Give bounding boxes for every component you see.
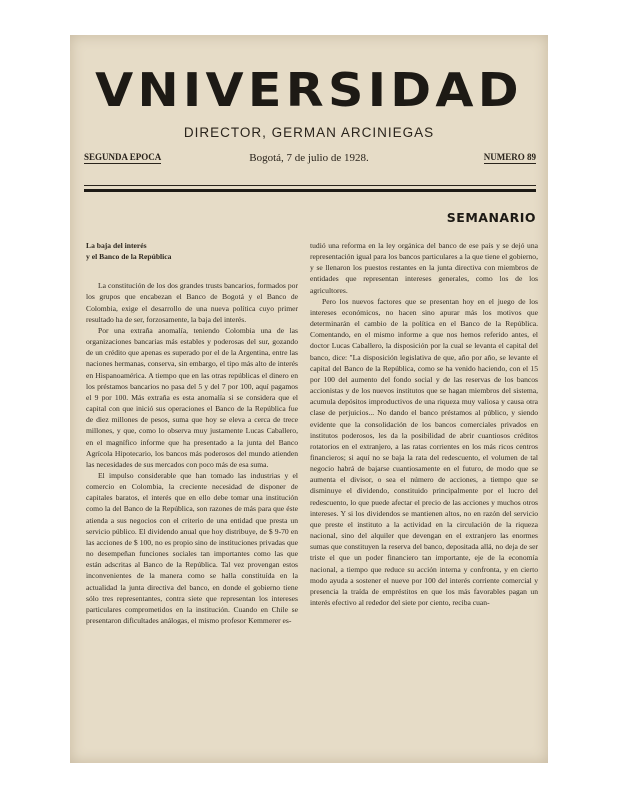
divider-thick	[84, 189, 536, 192]
divider-thin	[84, 185, 536, 186]
heading-gap	[86, 266, 298, 280]
article-column-right	[310, 240, 538, 608]
article-heading-line-2: y el Banco de la República	[86, 252, 172, 262]
dateline: Bogotá, 7 de julio de 1928.	[249, 152, 369, 164]
article-paragraph: tudió una reforma en la ley orgánica del banco de ese país y se dejó una representación igual para los bancos particulares a la que tiene el gobierno, y se llenaron los puestos restantes en la junta directiva con miembros de entidades que representan intereses generales, como los de los agricultores.	[310, 241, 538, 295]
article-paragraph: Por una extraña anomalía, teniendo Colombia una de las organizaciones bancarias más estables y poderosas del sur, gozando de un crédito que apenas es superado por el de la Argentina, entre las naciones hermanas, conserva, sin embargo, el tipo más alto de interés en Hispanoamérica. A tiempo que en las otras repúblicas el dinero en los préstamos bancarios no pasa del 5 y del 7 por 100, aquí pagamos el 9 por 100. Más extraña es esta anomalía si se considera que el capital con que inició sus operaciones el Banco de la República fue de diez millones de pesos, suma que hoy se eleva a cerca de trece millones, y que, como lo observa muy justamente Lucas Caballero, en el magnífico informe que ha presentado a la junta del Banco Agrícola Hipotecario, los bancos más poderosos del mundo atienden las necesidades de sus mercados con poco más de esa suma.	[86, 325, 298, 469]
article-paragraph: Pero los nuevos factores que se presentan hoy en el juego de los intereses económicos, no hacen sino apurar más los motivos que determinarán el cambio de la política en el Banco de la República. Comentando, en el mismo informe a que nos hemos referido antes, el doctor Lucas Caballero, la disposición por la cual se levanta el capital del banco, dice: "La disposición legislativa de que, año por año, se levante el capital del Banco de la República, como se ha venido haciendo, con el 15 por 100 del aumento del fondo social y de las reservas de los bancos accionistas y de los nuevos institutos que se hagan miembros del sistema, acumula depósitos improductivos de una riqueza muy valiosa y causa otra clase de perjuicios... No dando el banco préstamos al público, y siendo evidente que la consolidación de los bancos comerciales privados en institutos poderosos, les da la posibilidad de abrir cuantiosos créditos rotatorios en el extranjero, a las ratas corrientes en los más ricos centros financieros; si aquí no se baja la rata del redescuento, el volumen de tal negocio habrá de bajarse cuantiosamente en el futuro, de modo que se aumenta el divisor, o sea el número de acciones, a tiempo que se disminuye el dividendo, constituido principalmente por el lucro del redescuento, lo que puede afectar el precio de las acciones y muchos otros intereses. Y si los dividendos se mantienen altos, no en razón del servicio que preste el instituto a la actividad en la circulación de la riqueza nacional, sino del alquiler que devengan en el extranjero las enormes sumas que constituyen la reserva del banco, depositada allá, no deja de ser triste el que un poder financiero tan importante, eje de la economía nacional, a tiempo que reduce su acción interna y confronta, y en cierto modo ayuda a sostener el nueve por 100 del interés corriente comercial y presencia la traída de empréstitos en que los más favorables pagan un interés efectivo al rededor del siete por ciento, reciba cuan-	[310, 296, 538, 607]
edition-label: SEGUNDA EPOCA	[84, 152, 162, 162]
article-paragraph: El impulso considerable que han tomado las industrias y el comercio en Colombia, la creciente necesidad de disponer de capitales baratos, el interés que en ello debe tomar una institución como la del Banco de la República, son razones de más para que éste atienda a sus negocios con el criterio de una entidad que presta un servicio público. El dividendo anual que hoy distribuye, de $ 9-70 en las acciones de $ 100, no es propio sino de instituciones privadas que no desempeñan funciones sociales tan importantes como las que están adscritas al Banco de la República. Tal vez provengan estos inconvenientes de la manera como se halla constituída en la actualidad la junta directiva del banco, en donde el gobierno tiene sólo tres representantes, contra siete que representan los intereses particulares comprometidos en la institución. Cuando en Chile se presentaron dificultades análogas, el mismo profesor Kemmerer es-	[86, 470, 298, 625]
article-column-left	[86, 240, 298, 626]
masthead-title: VNIVERSIDAD	[95, 63, 523, 117]
article-heading	[86, 240, 298, 262]
newspaper-page	[70, 35, 548, 763]
section-title: SEMANARIO	[446, 210, 536, 225]
director-line: DIRECTOR, GERMAN ARCINIEGAS	[183, 125, 435, 140]
issue-number: NUMERO 89	[483, 152, 536, 162]
article-paragraph: La constitución de los dos grandes trusts bancarios, formados por los grupos que encabezan el Banco de Bogotá y el Banco de Colombia, exige el desarrollo de una nueva política cuyo primer resultado ha de ser, forzosamente, la baja del interés.	[86, 281, 298, 324]
article-heading-line-1: La baja del interés	[86, 241, 147, 250]
